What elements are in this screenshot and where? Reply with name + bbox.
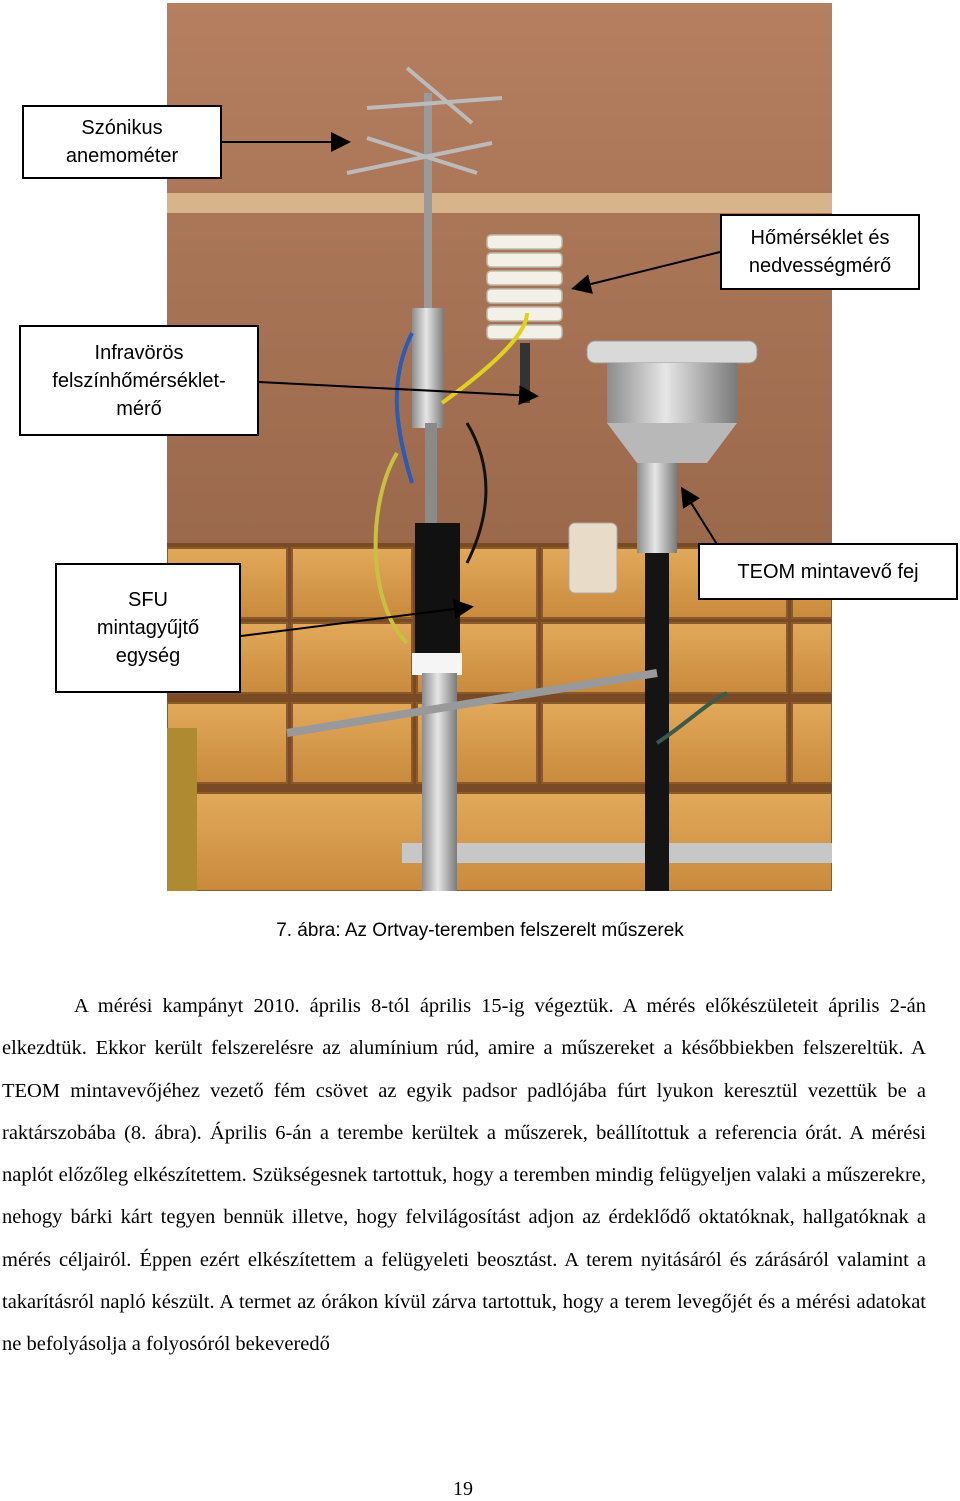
label-line: mérő: [116, 397, 162, 420]
label-line: Hőmérséklet és: [750, 227, 890, 249]
label-temperature-humidity: [720, 214, 920, 290]
label-line: TEOM mintavevő fej: [737, 560, 919, 583]
label-sfu-sampler: [55, 563, 241, 693]
label-teom-head: [698, 543, 958, 600]
label-line: mintagyűjtő: [96, 617, 200, 639]
label-line: anemométer: [65, 145, 179, 167]
paragraph: A mérési kampányt 2010. április 8-tól április 15-ig végeztük. A mérés előkészületeit április 2-án elkezdtük. Ekkor került felszerelésre az alumínium rúd, amire a műszereket a későbbiekben felszereltük. A TEOM mintavevőjéhez vezető fém csövet az egyik padsor padlójába fúrt lyukon keresztül vezettük be a raktárszobába (8. ábra). Április 6-án a terembe kerültek a műszerek, beállítottuk a referencia órát. A mérési naplót előzőleg elkészítettem. Szükségesnek tartottuk, hogy a teremben mindig felügyeljen valaki a műszerekre, nehogy bárki kárt tegyen bennük illetve, hogy felvilágosítást adjon az érdeklődő oktatóknak, hallgatóknak a mérés céljairól. Éppen ezért elkészítettem a felügyeleti beosztást. A terem nyitásáról és zárásáról valamint a takarításról napló készült. A termet az órákon kívül zárva tartottuk, hogy a terem levegőjét és a mérési adatokat ne befolyásolja a folyosóról bekeveredő: [2, 995, 926, 1356]
label-line: nedvességmérő: [748, 255, 892, 277]
label-sonic-anemometer: [22, 105, 222, 179]
figure-caption: 7. ábra: Az Ortvay-teremben felszerelt műszerek: [276, 920, 684, 941]
page-number: 19: [453, 1478, 473, 1500]
label-line: Infravörös: [94, 341, 184, 364]
label-line: egység: [115, 645, 181, 667]
label-infrared-thermometer: [19, 325, 259, 436]
instrument-photo: [167, 3, 832, 891]
body-text: [2, 985, 926, 1366]
label-line: SFU: [128, 589, 168, 611]
label-line: Szónikus: [81, 117, 163, 139]
label-line: felszínhőmérséklet-: [52, 369, 226, 392]
